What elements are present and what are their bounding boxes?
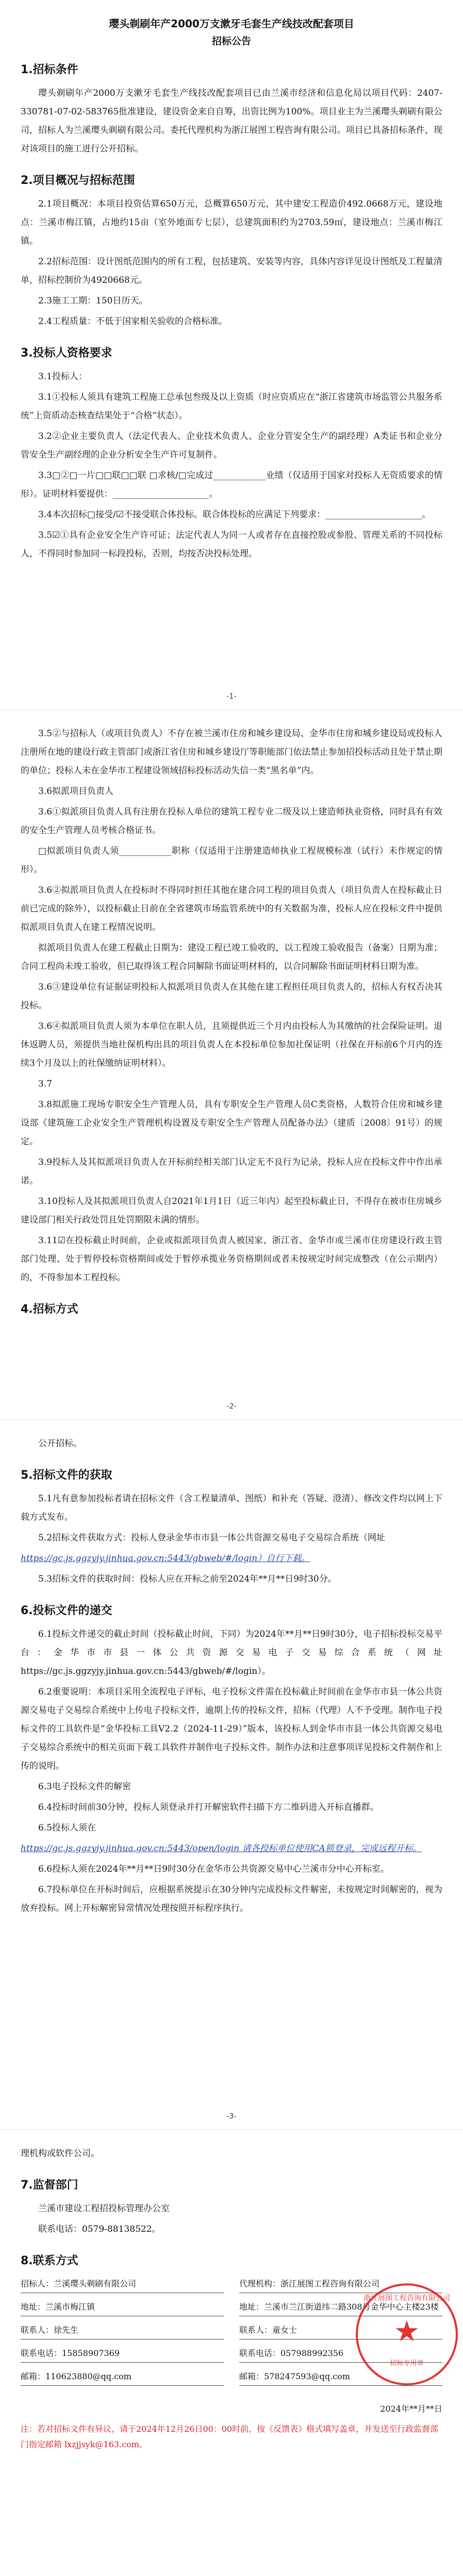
section-6-decrypt: 6.3电子投标文件的解密 [38, 1782, 131, 1792]
section-3-pm-title: □拟派项目负责人须____________职称（仅适用于注册建造师执业工程规模标准（试行）未作规定的情形）。 [21, 846, 442, 875]
section-2-duration: 2.3施工工期：150日历天。 [38, 296, 148, 306]
section-7-heading: 7.监督部门 [21, 2179, 78, 2192]
seal-star-icon: ★ [393, 2315, 420, 2348]
tenderer-contact-column [21, 2275, 224, 2391]
agent-name: 代理机构：浙江展图工程咨询有限公司 [239, 2275, 442, 2293]
section-3-blacklist: 3.5②与招标人（或项目负责人）不存在被兰溪市住房和城乡建设局、金华市住房和城乡建设局或投标人注册所在地的建设行政主管部门或浙江省住房和城乡建设厅等职能部门依法禁止参加招投标活动且处于禁止期的单位；投标人未在金华市工程建设领域招标投标活动失信一类“黑名单”内。 [21, 728, 442, 776]
section-2-heading: 2.项目概况与招标范围 [21, 174, 135, 187]
document-subtitle: 招标公告 [211, 36, 251, 47]
section-6-opening: 6.6投标人须在2024年**月**日9时30分在金华市公共资源交易中心兰溪市分中心开标室。 [38, 1864, 389, 1874]
section-2-scope: 2.2招标范围：设计图纸范围内的所有工程，包括建筑、安装等内容，具体内容详见设计图纸及工程量清单，招标控制价为4920668元。 [21, 257, 442, 285]
tenderer-phone: 联系电话：15858907369 [21, 2345, 224, 2363]
agent-email: 邮箱：578247593@qq.com [239, 2368, 442, 2386]
section-2-quality: 2.4工程质量：不低于国家相关验收的合格标准。 [38, 316, 228, 327]
document-page-1 [0, 0, 463, 710]
section-7-supervisor: 兰溪市建设工程招投标管理办公室 [38, 2204, 170, 2214]
section-5-time: 5.3招标文件的获取时间：投标人应在开标之前至2024年**月**日9时30分。 [38, 1574, 337, 1584]
section-5-url-link[interactable]: https://gc.js.ggzyjy.jinhua.gov.cn:5443/gbweb/#/login）自行下载。 [21, 1553, 310, 1564]
document-date: 2024年**月**日 [380, 2404, 442, 2414]
section-5-download: 5.1凡有意参加投标者请在招标文件（含工程量清单、图纸）和补充（答疑、澄清）、修改文件均以网上下载方式发布。 [21, 1494, 442, 1522]
section-4-method: 公开招标。 [38, 1438, 82, 1449]
section-8-heading: 8.联系方式 [21, 2255, 78, 2267]
section-3-suspension: 3.11☑在投标截止时间前，企业或拟派项目负责人被国家、浙江省、金华市或兰溪市住房建设行政主管部门处理、处于暂停投标资格期间或处于暂停承揽业务资格期间或者未按规定时间完成整改（在公示期内）的，不得参加本工程投标。 [21, 1235, 442, 1283]
page-number: -2- [226, 1402, 237, 1411]
tenderer-address: 地址：兰溪市梅江镇 [21, 2298, 224, 2316]
seal-text: 浙江展图工程咨询有限公司 [363, 2294, 450, 2302]
section-3-consortium: 3.4本次招标□接受/☑不接受联合体投标。联合体投标的应满足下列要求：______________________。 [38, 510, 431, 520]
section-3-item-37: 3.7 [38, 1079, 53, 1089]
page-number: -3- [226, 2112, 237, 2121]
section-6-important: 6.2重要说明：本项目采用全流程电子评标，电子投标文件需在投标截止时间前在金华市市县一体公共资源交易电子交易综合系统中上传电子投标文件，逾期上传的投标文件，招标（代理）人不予受理。制作电子投标文件的工具软件是“金华投标工具V2.2（2024-11-29）”版本，该投标人到金华市市县一体公共资源交易电子交易综合系统中的相关页面下载工具软件并制作电子投标文件。制作办法和注意事项详见投标文件制作和上传的说明。 [21, 1687, 442, 1771]
section-3-pm-concurrent: 3.6②拟派项目负责人在投标时不得同时担任其他在建合同工程的项目负责人（项目负责人在投标截止日前已完成的除外），以投标截止日前在全省建筑市场监管系统中的有关数据为准，投标人应在投标文件中提供拟派项目负责人在建工程情况说明。 [21, 885, 442, 933]
section-6-login-link[interactable]: https://gc.js.ggzyjy.jinhua.gov.cn:5443/open/login 请各投标单位使用CA锁登录，完成远程开标。 [21, 1843, 422, 1854]
section-3-safety-staff: 3.8拟派施工现场专职安全生产管理人员，具有专职安全生产管理人员C类资格，人数符合住房和城乡建设部《建筑施工企业安全生产管理机构设置及专职安全生产管理人员配备办法》（建质〔2008〕91号）的规定。 [21, 1099, 442, 1147]
section-3-pm-cert: 3.6①拟派项目负责人具有注册在投标人单位的建筑工程专业二级及以上建造师执业资格，同时具有有效的安全生产管理人员考核合格证书。 [21, 807, 442, 836]
section-5-heading: 5.招标文件的获取 [21, 1469, 112, 1482]
tenderer-contact-person: 联系人：徐先生 [21, 2321, 224, 2340]
document-page-4 [0, 2130, 463, 2576]
section-5-method: 5.2招标文件获取方式：投标人登录金华市市县一体公共资源交易电子交易综合系统（网址 [38, 1533, 386, 1543]
objection-note: 注：若对招标文件有异议，请于2024年12月26日00：00时前，按《反馈表》格式填写盖章，并发送至行政监督部门指定邮箱 lxzjjsyk@163.com。 [21, 2424, 439, 2449]
section-3-performance: 3.3□②□一片□□联□□联 □求核/□完成过____________业绩（仅适用于国家对投标人无资质要求的情形）。证明材料要提供：______________________。 [21, 470, 442, 499]
section-7-phone: 联系电话：0579-88138522。 [38, 2224, 161, 2234]
section-3-heading: 3.投标人资格要求 [21, 347, 112, 360]
section-3-pm-heading: 3.6拟派项目负责人 [38, 786, 114, 796]
section-6-heading: 6.投标文件的递交 [21, 1604, 112, 1617]
tenderer-email: 邮箱：110623880@qq.com [21, 2368, 224, 2386]
section-3-bidder: 3.1投标人： [38, 371, 88, 382]
section-6-continuation: 理机构或软件公司。 [21, 2148, 100, 2159]
page-number: -1- [226, 692, 237, 701]
seal-bottom-text: 招标专用章 [390, 2360, 424, 2367]
agent-phone: 联系电话：057988992356 [239, 2345, 442, 2363]
section-6-decrypt-window: 6.7投标单位在开标时间后，应根据系统提示在30分钟内完成投标文件解密，未按规定时间解密的，视为放弃投标。网上开标解密异常情况处理按照开标程序执行。 [21, 1885, 442, 1913]
agent-address: 地址：兰溪市兰江街道纬二路308号金华中心主楼23楼 [239, 2298, 442, 2316]
section-3-penalty: 3.10投标人及其拟派项目负责人自2021年1月1日（近三年内）起至投标截止日，不得存在被市住房城乡建设部门相关行政处罚且处罚期限未满的情形。 [21, 1196, 442, 1225]
section-3-no-bad-record: 3.9投标人及其拟派项目负责人在开标前经相关部门认定无不良行为记录，投标人应在投标文件中作出承诺。 [21, 1157, 442, 1186]
section-3-license: 3.5☑①具有企业安全生产许可证；法定代表人为同一人或者存在直接控股或参股、管理关系的不同投标人，不得同时参加同一标段投标，否则，均按否决投标处理。 [21, 530, 442, 559]
section-1-heading: 1.招标条件 [21, 63, 78, 76]
agent-contact-person: 联系人：童女士 [239, 2321, 442, 2340]
section-6-deadline: 6.1投标文件递交的截止时间（投标截止时间，下同）为2024年**月**日9时30分，电子招标投标交易平台：金华市市县一体公共资源交易电子交易综合系统（网址https://gc.js.ggzyjy.jinhua.gov.cn:5443/gbweb/#/login）。 [21, 1629, 442, 1676]
section-4-heading: 4.招标方式 [21, 1303, 78, 1316]
section-3-pm-evidence: 3.6③建设单位有证据证明投标人拟派项目负责人在其他在建工程担任项目负责人的，招标人有权否决其投标。 [21, 982, 442, 1011]
company-seal-stamp [356, 2283, 458, 2385]
document-title: 璎头剃刷年产2000万支漱牙毛套生产线技改配套项目 [109, 18, 354, 30]
tenderer-name: 招标人：兰溪璎头剃刷有限公司 [21, 2275, 224, 2293]
section-3-qualification: 3.1①投标人须具有建筑工程施工总承包叁级及以上资质（时应资质应在“浙江省建筑市场监管公共服务系统”上资质动态核查结果处于“合格”状态）。 [21, 392, 442, 421]
section-1-paragraph: 璎头剃刷年产2000万支漱牙毛套生产线技改配套项目已由兰溪市经济和信息化局以项目代码：2407-330781-07-02-583765批准建设，建设资金来自自筹，出资比例为100%。项目业主为兰溪璎头剃刷有限公司，招标人为兰溪璎头剃刷有限公司。委托代理机构为浙江展图工程咨询有限公司。项目已具备招标条件，现对该项目的施工进行公开招标。 [21, 88, 442, 154]
section-2-overview: 2.1项目概况：本项目投资估算650万元，总概算650万元，其中建安工程造价492.0668万元，建设地点：兰溪市梅江镇，占地约15亩（室外地面专七层），总建筑面积约为2703.59㎡，建设地点：兰溪市梅江镇。 [21, 199, 442, 246]
section-3-managers: 3.2②企业主要负责人（法定代表人、企业技术负责人、企业分管安全生产的副经理）A类证书和企业分管安全生产副经理的企业分析安全生产许可复制件。 [21, 431, 442, 460]
document-page-2 [0, 710, 463, 1420]
document-page-3 [0, 1420, 463, 2130]
section-3-pm-social: 3.6④拟派项目负责人须为本单位在职人员，且须提供近三个月内由投标人为其缴纳的社会保险证明。退休返聘人员，须提供当地社保机构出具的项目负责人在本投标单位参加社保证明（社保在开标前6个月内的连续3个月及以上的社保缴纳证明材料）。 [21, 1021, 442, 1069]
section-6-qrcode: 6.4投标时间前30分钟，投标人须登录并打开解密软件扫描下方二维码进入开标直播群。 [38, 1802, 379, 1812]
section-6-login-intro: 6.5投标人须在 [38, 1823, 96, 1833]
section-3-pm-deadline: 拟派项目负责人在建工程截止日期为：建设工程已竣工验收的，以工程竣工验收报告（备案）日期为准；合同工程尚未竣工验收，但已取得该工程合同解除书面证明材料的，以合同解除书面证明材料日期为准。 [21, 943, 442, 972]
